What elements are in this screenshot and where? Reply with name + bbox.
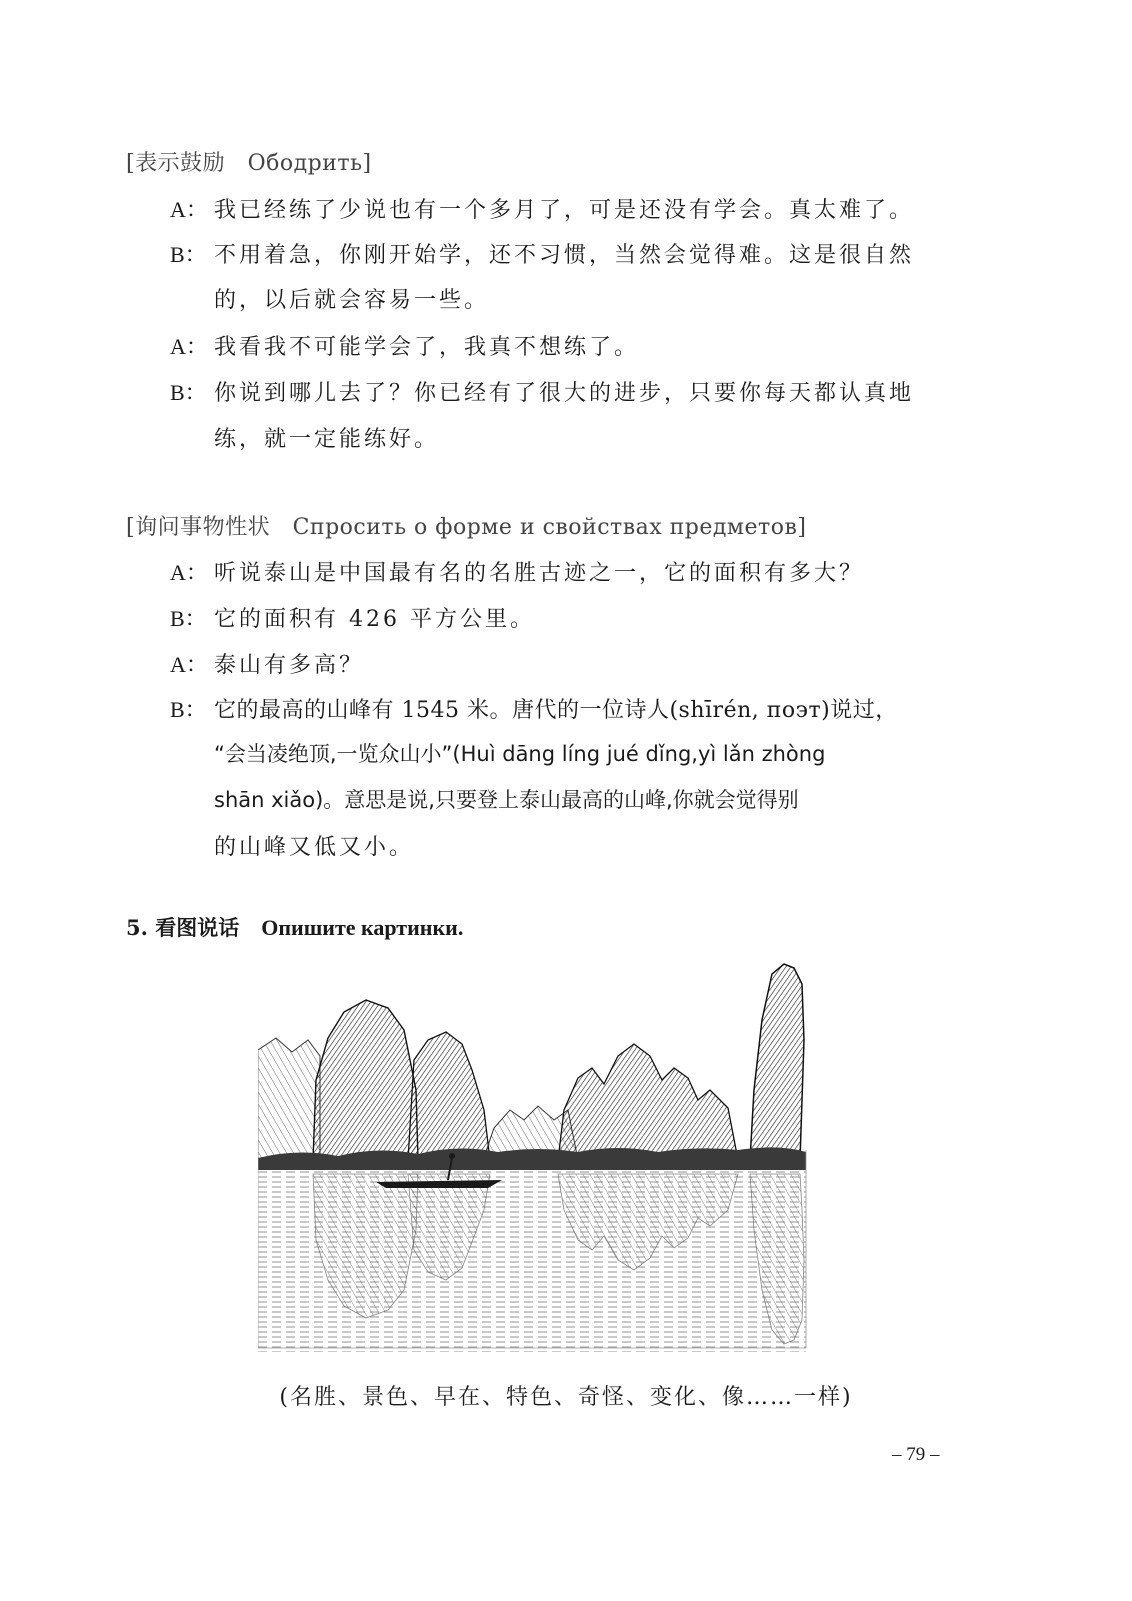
speaker-label: B： xyxy=(170,697,207,722)
dialog-line-continued: 的，以后就会容易一些。 xyxy=(214,288,490,313)
exercise-title-ru: Опишите картинки. xyxy=(261,915,464,940)
dialog-line: 我看我不可能学会了，我真不想练了。 xyxy=(214,335,640,360)
dialog-line: 它的最高的山峰有 1545 米。唐代的一位诗人(shīrén, поэт)说过， xyxy=(214,698,898,723)
dialog-line-continued: shān xiǎo)。意思是说,只要登上泰山最高的山峰,你就会觉得别 xyxy=(214,788,799,812)
dialog-line: 听说泰山是中国最有名的名胜古迹之一，它的面积有多大？ xyxy=(214,561,865,586)
dialog-line: 泰山有多高？ xyxy=(214,653,365,678)
speaker-label: A： xyxy=(170,560,208,585)
illustration-caption-vocabulary: (名胜、景色、早在、特色、奇怪、变化、像……一样) xyxy=(279,1385,853,1410)
dialog-line-continued: “会当凌绝顶,一览众山小”(Huì dāng líng jué dǐng,yì lǎn zhòng xyxy=(214,742,826,766)
speaker-label: B： xyxy=(170,242,207,267)
speaker-label: B： xyxy=(170,606,207,631)
dialog-line: 它的面积有 426 平方公里。 xyxy=(214,607,535,632)
section-heading-encourage: [表示鼓励 Ободрить] xyxy=(126,151,372,176)
dialog-line: 我已经练了少说也有一个多月了，可是还没有学会。真太难了。 xyxy=(214,198,915,223)
speaker-label: A： xyxy=(170,334,208,359)
page-number: – 79 – xyxy=(892,1444,940,1465)
speaker-label: A： xyxy=(170,652,208,677)
speaker-label: A： xyxy=(170,197,208,222)
speaker-label: B： xyxy=(170,380,207,405)
section-heading-ask-properties: [询问事物性状 Спросить о форме и свойствах предметов] xyxy=(126,515,807,540)
dialog-line: 不用着急，你刚开始学，还不习惯，当然会觉得难。这是很自然 xyxy=(214,243,915,268)
dialog-line-continued: 的山峰又低又小。 xyxy=(214,835,415,860)
exercise-title-cn: 5. 看图说话 xyxy=(126,915,240,940)
dialog-line: 你说到哪儿去了？你已经有了很大的进步，只要你每天都认真地 xyxy=(214,381,915,406)
karst-landscape-illustration xyxy=(258,960,814,1352)
dialog-line-continued: 练，就一定能练好。 xyxy=(214,427,440,452)
exercise-title xyxy=(126,912,463,942)
